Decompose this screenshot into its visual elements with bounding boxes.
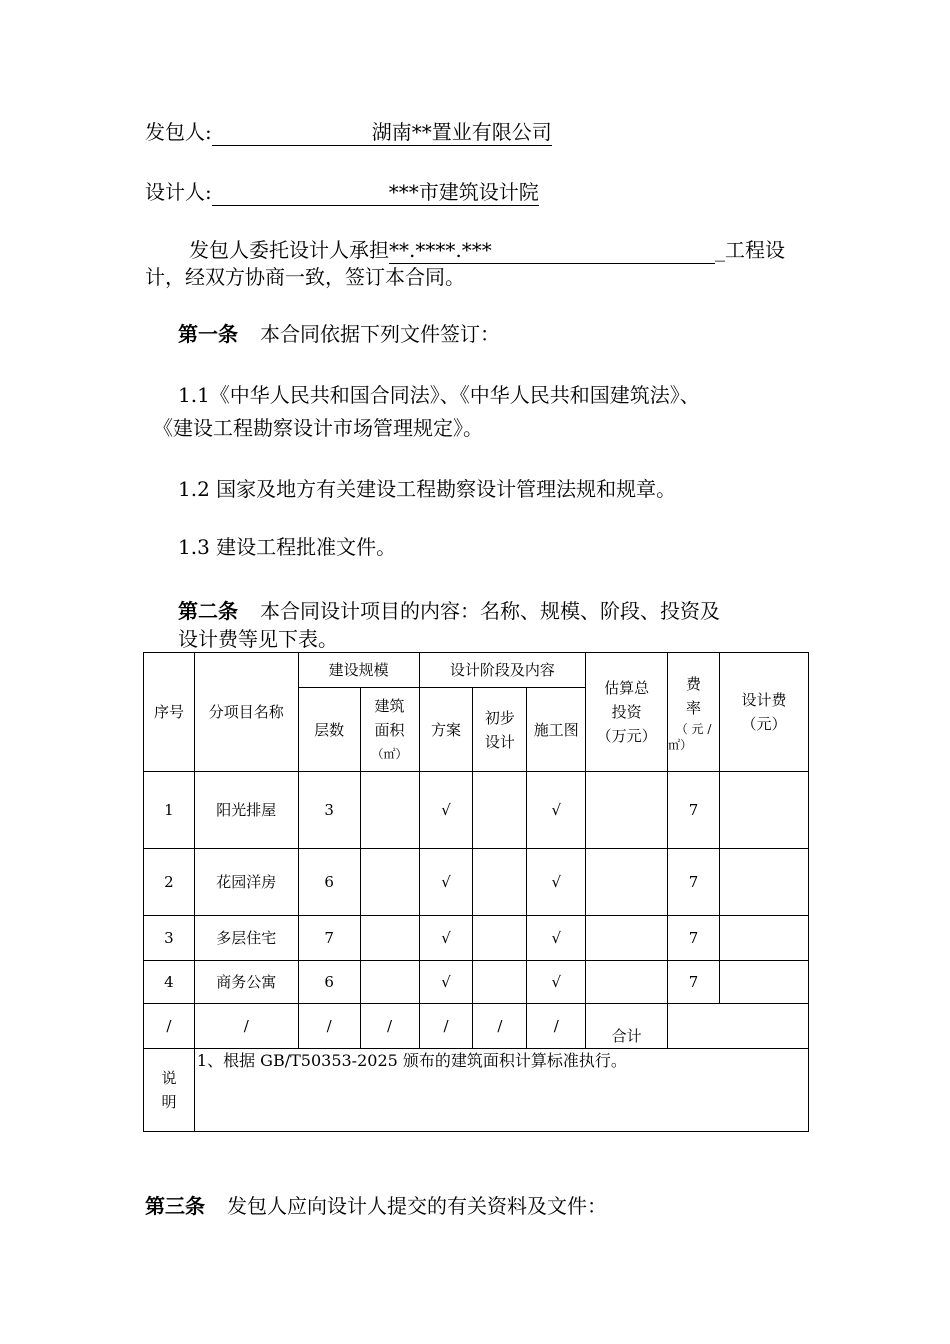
row-seq: 2 bbox=[144, 849, 195, 916]
header-invest: 估算总 投资 （万元） bbox=[586, 653, 668, 772]
employer-name: 湖南**置业有限公司 bbox=[212, 119, 552, 146]
row-invest bbox=[586, 772, 668, 849]
intro-prefix: 发包人委托设计人承担 bbox=[189, 238, 389, 262]
row-rate: 7 bbox=[668, 916, 720, 961]
table-row bbox=[144, 916, 809, 961]
header-floors: 层数 bbox=[298, 688, 360, 772]
article-1-item-2: 1.2 国家及地方有关建设工程勘察设计管理法规和规章。 bbox=[178, 477, 677, 501]
header-prelim: 初步 设计 bbox=[473, 688, 527, 772]
article-1-heading bbox=[178, 321, 500, 347]
article-1-item-1-line-1: 1.1《中华人民共和国合同法》、《中华人民共和国建筑法》、 bbox=[178, 383, 700, 407]
row-prelim bbox=[473, 772, 527, 849]
total-label: 合计 bbox=[586, 1004, 668, 1049]
total-value bbox=[668, 1004, 809, 1049]
row-scheme: √ bbox=[419, 916, 473, 961]
header-scheme: 方案 bbox=[419, 688, 473, 772]
row-fee bbox=[720, 916, 809, 961]
header-scale: 建设规模 bbox=[298, 653, 419, 688]
designer-name: ***市建筑设计院 bbox=[212, 179, 539, 206]
row-fee bbox=[720, 961, 809, 1004]
slash-cell: / bbox=[298, 1004, 360, 1049]
employer-label: 发包人: bbox=[145, 120, 212, 144]
row-name: 花园洋房 bbox=[194, 849, 298, 916]
table-row bbox=[144, 772, 809, 849]
header-fee: 设计费 （元） bbox=[720, 653, 809, 772]
header-construction: 施工图 bbox=[527, 688, 586, 772]
row-area bbox=[360, 772, 419, 849]
article-1-item-1-line-2: 《建设工程勘察设计市场管理规定》。 bbox=[153, 416, 483, 440]
intro-line-2: 计，经双方协商一致，签订本合同。 bbox=[145, 265, 465, 289]
header-rate: 费 率 （ 元 / ㎡） bbox=[668, 653, 720, 772]
row-construction: √ bbox=[527, 916, 586, 961]
row-scheme: √ bbox=[419, 849, 473, 916]
row-rate: 7 bbox=[668, 849, 720, 916]
row-construction: √ bbox=[527, 772, 586, 849]
slash-cell: / bbox=[527, 1004, 586, 1049]
row-name: 阳光排屋 bbox=[194, 772, 298, 849]
intro-line-1 bbox=[189, 237, 785, 264]
row-seq: 4 bbox=[144, 961, 195, 1004]
designer-label: 设计人: bbox=[145, 180, 212, 204]
note-row bbox=[144, 1049, 809, 1132]
slash-cell: / bbox=[194, 1004, 298, 1049]
slash-cell: / bbox=[144, 1004, 195, 1049]
slash-cell: / bbox=[360, 1004, 419, 1049]
row-scheme: √ bbox=[419, 772, 473, 849]
intro-project: **.****.*** bbox=[389, 237, 715, 264]
row-name: 多层住宅 bbox=[194, 916, 298, 961]
row-seq: 3 bbox=[144, 916, 195, 961]
article-3-heading bbox=[145, 1193, 607, 1219]
row-name: 商务公寓 bbox=[194, 961, 298, 1004]
article-3-title: 第三条 bbox=[145, 1194, 205, 1218]
row-scheme: √ bbox=[419, 961, 473, 1004]
article-3-text: 发包人应向设计人提交的有关资料及文件： bbox=[227, 1194, 607, 1218]
article-1-title: 第一条 bbox=[178, 322, 238, 346]
slash-cell: / bbox=[419, 1004, 473, 1049]
row-floors: 6 bbox=[298, 961, 360, 1004]
header-area: 建筑 面积 （㎡） bbox=[360, 688, 419, 772]
row-invest bbox=[586, 916, 668, 961]
article-2-title: 第二条 bbox=[178, 599, 238, 623]
row-construction: √ bbox=[527, 961, 586, 1004]
row-prelim bbox=[473, 916, 527, 961]
row-area bbox=[360, 849, 419, 916]
article-2-heading bbox=[178, 598, 720, 624]
header-seq: 序号 bbox=[144, 653, 195, 772]
header-stage: 设计阶段及内容 bbox=[419, 653, 586, 688]
table-row bbox=[144, 961, 809, 1004]
row-fee bbox=[720, 772, 809, 849]
row-invest bbox=[586, 961, 668, 1004]
row-area bbox=[360, 916, 419, 961]
employer-line bbox=[145, 119, 552, 146]
article-1-item-3: 1.3 建设工程批准文件。 bbox=[178, 535, 397, 559]
header-name: 分项目名称 bbox=[194, 653, 298, 772]
slash-cell: / bbox=[473, 1004, 527, 1049]
row-prelim bbox=[473, 849, 527, 916]
designer-line bbox=[145, 179, 539, 206]
row-area bbox=[360, 961, 419, 1004]
row-floors: 3 bbox=[298, 772, 360, 849]
article-2-text-2: 设计费等见下表。 bbox=[178, 627, 338, 651]
note-text: 1、根据 GB/T50353-2025 颁布的建筑面积计算标准执行。 bbox=[194, 1049, 808, 1132]
article-1-text: 本合同依据下列文件签订： bbox=[260, 322, 500, 346]
total-row bbox=[144, 1004, 809, 1049]
row-fee bbox=[720, 849, 809, 916]
row-seq: 1 bbox=[144, 772, 195, 849]
row-prelim bbox=[473, 961, 527, 1004]
article-2-text-1: 本合同设计项目的内容：名称、规模、阶段、投资及 bbox=[260, 599, 720, 623]
note-label: 说 明 bbox=[144, 1049, 195, 1132]
row-invest bbox=[586, 849, 668, 916]
row-rate: 7 bbox=[668, 772, 720, 849]
intro-suffix: _工程设 bbox=[715, 238, 785, 262]
row-rate: 7 bbox=[668, 961, 720, 1004]
row-floors: 6 bbox=[298, 849, 360, 916]
row-floors: 7 bbox=[298, 916, 360, 961]
design-items-table bbox=[143, 652, 809, 1132]
table-row bbox=[144, 849, 809, 916]
row-construction: √ bbox=[527, 849, 586, 916]
